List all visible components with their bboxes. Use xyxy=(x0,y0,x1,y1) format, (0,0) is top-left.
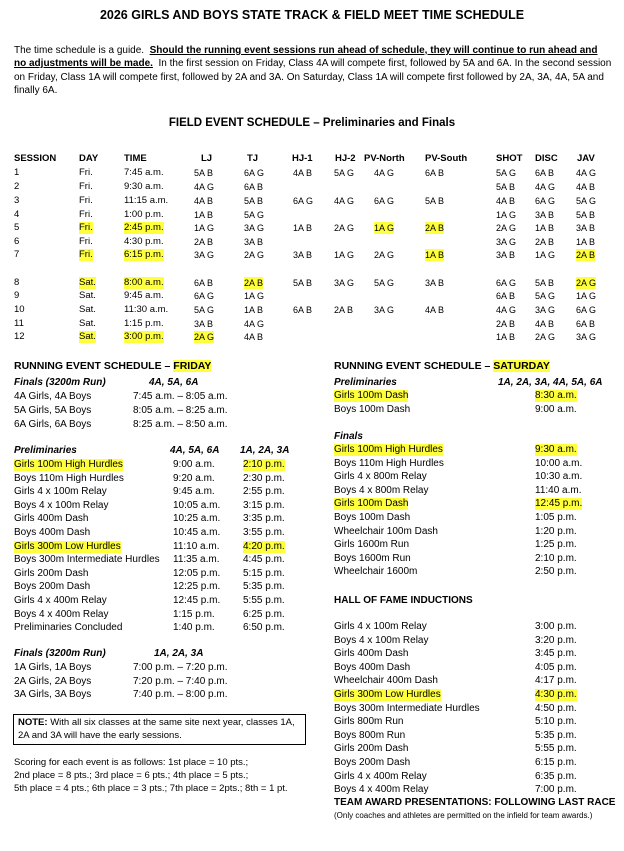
field-cell-session: 10 xyxy=(14,304,25,315)
saturday-finals-time: 1:05 p.m. xyxy=(535,512,577,523)
friday-prelim-time-4a-6a: 1:15 p.m. xyxy=(173,608,215,620)
field-cell-session: 3 xyxy=(14,195,20,206)
field-cell-tj: 1A G xyxy=(244,291,265,301)
saturday-finals2-time: 4:30 p.m. xyxy=(535,689,577,700)
field-cell-time: 11:15 a.m. xyxy=(124,195,169,206)
field-cell-hj1: 4A B xyxy=(293,168,313,178)
field-cell-day: Fri. xyxy=(79,195,93,206)
friday-prelim-event: Girls 4 x 400m Relay xyxy=(14,595,107,606)
friday-prelim-event: Girls 400m Dash xyxy=(14,513,89,525)
saturday-prelim-time: 9:00 a.m. xyxy=(535,403,577,415)
field-cell-lj: 6A G xyxy=(194,291,215,301)
field-cell-lj: 1A B xyxy=(194,210,214,220)
friday-finals-classes: 4A, 5A, 6A xyxy=(149,377,199,388)
saturday-finals-time: 10:00 a.m. xyxy=(535,457,583,469)
field-cell-tj: 5A B xyxy=(244,196,264,206)
saturday-finals2-time: 3:20 p.m. xyxy=(535,634,577,646)
field-cell-pv-north: 5A G xyxy=(374,278,395,288)
saturday-finals-time: 10:30 a.m. xyxy=(535,471,583,483)
field-cell-session: 2 xyxy=(14,181,20,192)
field-cell-lj: 6A B xyxy=(194,278,214,288)
friday-finals-event: 6A Girls, 6A Boys xyxy=(14,419,92,430)
field-cell-tj: 6A B xyxy=(244,182,264,192)
field-cell-disc: 6A B xyxy=(535,168,555,178)
saturday-prelim-label: Preliminaries xyxy=(334,377,397,388)
field-cell-tj: 2A G xyxy=(244,250,265,260)
field-cell-jav: 5A G xyxy=(576,196,597,206)
field-cell-tj: 4A B xyxy=(244,332,264,342)
field-cell-session: 8 xyxy=(14,277,20,288)
friday-prelim-time-1a-3a: 5:35 p.m. xyxy=(243,581,285,593)
saturday-finals2-event: Girls 800m Run xyxy=(334,716,404,728)
field-cell-hj2: 3A G xyxy=(334,278,355,288)
friday-prelim-time-1a-3a: 4:45 p.m. xyxy=(243,554,285,566)
field-cell-day: Sat. xyxy=(79,331,96,342)
field-cell-hj1: 1A B xyxy=(293,223,313,233)
field-cell-pv-south: 4A B xyxy=(425,305,445,315)
saturday-finals2-time: 7:00 p.m. xyxy=(535,784,577,796)
saturday-finals2-event: Girls 200m Dash xyxy=(334,743,409,755)
field-cell-session: 4 xyxy=(14,209,20,220)
friday-prelim-col2: 1A, 2A, 3A xyxy=(240,445,290,456)
saturday-finals2-time: 4:50 p.m. xyxy=(535,702,577,714)
field-col-header-time: TIME xyxy=(124,153,147,164)
team-award-heading: TEAM AWARD PRESENTATIONS: FOLLOWING LAST RACE xyxy=(334,797,616,808)
saturday-finals2-event: Girls 300m Low Hurdles xyxy=(334,689,441,700)
saturday-finals-time: 2:10 p.m. xyxy=(535,552,577,564)
friday-prelim-time-1a-3a: 5:55 p.m. xyxy=(243,595,285,606)
friday-prelim-time-1a-3a: 6:25 p.m. xyxy=(243,608,285,620)
field-cell-jav: 4A B xyxy=(576,182,596,192)
scoring-line-2: 2nd place = 8 pts.; 3rd place = 6 pts.; 4th place = 5 pts.; xyxy=(14,769,249,781)
friday-prelim-event: Boys 300m Intermediate Hurdles xyxy=(14,554,160,566)
field-cell-day: Fri. xyxy=(79,236,93,247)
scoring-info xyxy=(14,757,314,795)
saturday-finals-event: Wheelchair 1600m xyxy=(334,566,418,578)
saturday-finals2-time: 5:10 p.m. xyxy=(535,716,577,728)
friday-prelim-time-4a-6a: 11:35 a.m. xyxy=(173,554,220,566)
field-cell-pv-south: 1A B xyxy=(425,250,445,260)
field-cell-pv-south: 2A B xyxy=(425,223,445,233)
field-cell-disc: 3A G xyxy=(535,305,556,315)
field-cell-jav: 4A G xyxy=(576,168,597,178)
field-cell-tj: 5A G xyxy=(244,210,265,220)
saturday-title-day: SATURDAY xyxy=(493,360,550,372)
friday-prelim-event: Girls 4 x 100m Relay xyxy=(14,486,107,498)
field-cell-time: 9:30 a.m. xyxy=(124,181,164,192)
field-cell-time: 3:00 p.m. xyxy=(124,331,164,342)
field-cell-day: Sat. xyxy=(79,318,96,329)
field-cell-jav: 6A G xyxy=(576,305,597,315)
note-text: With all six classes at the same site next year, classes 1A, 2A and 3A will have the early sessions. xyxy=(18,717,295,741)
field-cell-jav: 3A B xyxy=(576,223,596,233)
saturday-finals2-event: Boys 400m Dash xyxy=(334,661,411,673)
field-col-header-jav: JAV xyxy=(577,153,595,164)
saturday-finals-time: 12:45 p.m. xyxy=(535,498,583,510)
friday-prelim-time-1a-3a: 2:10 p.m. xyxy=(243,459,285,470)
field-cell-disc: 2A B xyxy=(535,237,555,247)
field-cell-session: 1 xyxy=(14,167,20,178)
field-cell-session: 5 xyxy=(14,222,20,233)
friday-prelim-time-4a-6a: 12:25 p.m. xyxy=(173,581,221,593)
field-col-header-lj: LJ xyxy=(201,153,213,164)
field-cell-shot: 6A B xyxy=(496,291,516,301)
field-cell-hj2: 2A G xyxy=(334,223,355,233)
saturday-title-prefix: RUNNING EVENT SCHEDULE – xyxy=(334,360,494,372)
field-cell-lj: 4A G xyxy=(194,182,215,192)
friday-prelim-event: Girls 300m Low Hurdles xyxy=(14,540,121,552)
field-cell-tj: 3A G xyxy=(244,223,265,233)
field-cell-lj: 3A B xyxy=(194,319,214,329)
field-cell-jav: 2A G xyxy=(576,278,597,288)
field-cell-lj: 1A G xyxy=(194,223,215,233)
friday-prelim-label: Preliminaries xyxy=(14,445,77,456)
saturday-finals2-time: 6:35 p.m. xyxy=(535,770,577,782)
field-cell-day: Fri. xyxy=(79,249,93,260)
field-cell-hj1: 3A B xyxy=(293,250,313,260)
field-cell-jav: 2A B xyxy=(576,250,596,260)
field-schedule-title: FIELD EVENT SCHEDULE – Preliminaries and Finals xyxy=(168,117,456,129)
field-cell-jav: 6A B xyxy=(576,319,596,329)
field-cell-lj: 2A G xyxy=(194,332,215,342)
field-cell-tj: 3A B xyxy=(244,237,264,247)
field-cell-time: 6:15 p.m. xyxy=(124,249,164,260)
friday-prelim-event: Boys 110m High Hurdles xyxy=(14,472,124,484)
saturday-finals-event: Boys 1600m Run xyxy=(334,552,411,564)
field-cell-lj: 2A B xyxy=(194,237,214,247)
field-col-header-tj: TJ xyxy=(247,153,259,164)
field-cell-time: 11:30 a.m. xyxy=(124,304,169,315)
field-cell-hj2: 4A G xyxy=(334,196,355,206)
field-cell-shot: 1A B xyxy=(496,332,516,342)
field-cell-shot: 4A G xyxy=(496,305,517,315)
friday-prelim-time-4a-6a: 12:05 p.m. xyxy=(173,567,221,579)
friday-finals-label: Finals (3200m Run) xyxy=(14,377,106,388)
friday-prelim-time-1a-3a: 3:15 p.m. xyxy=(243,499,285,511)
saturday-finals-event: Girls 100m High Hurdles xyxy=(334,444,443,455)
saturday-finals-time: 1:20 p.m. xyxy=(535,525,577,537)
friday-prelim-event: Girls 200m Dash xyxy=(14,567,89,579)
friday-prelim-time-1a-3a: 2:55 p.m. xyxy=(243,486,285,498)
saturday-finals2-time: 5:35 p.m. xyxy=(535,729,577,741)
field-col-header-pv-south: PV-South xyxy=(425,153,468,164)
friday-finals2-time: 7:40 p.m. – 8:00 p.m. xyxy=(133,689,228,701)
friday-prelim-time-4a-6a: 9:00 a.m. xyxy=(173,459,215,470)
field-cell-time: 9:45 a.m. xyxy=(124,290,164,301)
saturday-finals2-time: 5:55 p.m. xyxy=(535,743,577,755)
friday-title-prefix: RUNNING EVENT SCHEDULE – xyxy=(14,360,174,372)
field-cell-disc: 1A G xyxy=(535,250,556,260)
field-cell-pv-south: 3A B xyxy=(425,278,445,288)
friday-prelim-event: Preliminaries Concluded xyxy=(14,622,123,634)
field-cell-disc: 4A B xyxy=(535,319,555,329)
saturday-finals2-event: Boys 300m Intermediate Hurdles xyxy=(334,702,480,714)
note-box xyxy=(13,714,306,745)
field-cell-day: Sat. xyxy=(79,290,96,301)
field-cell-hj2: 1A G xyxy=(334,250,355,260)
friday-finals2-time: 7:20 p.m. – 7:40 p.m. xyxy=(133,675,228,687)
field-cell-shot: 5A B xyxy=(496,182,516,192)
saturday-finals-event: Boys 110m High Hurdles xyxy=(334,457,444,469)
field-col-header-session: SESSION xyxy=(14,153,57,164)
field-cell-session: 6 xyxy=(14,236,20,247)
friday-prelim-time-4a-6a: 11:10 a.m. xyxy=(173,540,220,552)
field-cell-jav: 3A G xyxy=(576,332,597,342)
field-cell-hj2: 2A B xyxy=(334,305,354,315)
field-cell-disc: 3A B xyxy=(535,210,555,220)
saturday-section-title xyxy=(334,360,550,372)
field-col-header-hj2: HJ-2 xyxy=(335,153,356,164)
field-cell-hj1: 6A B xyxy=(293,305,313,315)
saturday-finals2-time: 6:15 p.m. xyxy=(535,757,577,768)
field-cell-time: 1:00 p.m. xyxy=(124,209,164,220)
field-cell-jav: 1A G xyxy=(576,291,597,301)
friday-prelim-time-1a-3a: 6:50 p.m. xyxy=(243,622,285,634)
field-col-header-pv-north: PV-North xyxy=(364,153,405,164)
field-cell-shot: 2A G xyxy=(496,223,517,233)
saturday-finals2-time: 3:45 p.m. xyxy=(535,648,577,660)
intro-paragraph xyxy=(14,44,612,97)
saturday-finals-event: Girls 1600m Run xyxy=(334,539,410,551)
field-cell-session: 11 xyxy=(14,318,24,329)
friday-finals-time: 7:45 a.m. – 8:05 a.m. xyxy=(133,391,228,402)
saturday-prelim-event: Boys 100m Dash xyxy=(334,403,411,415)
field-cell-disc: 6A G xyxy=(535,196,556,206)
friday-finals2-time: 7:00 p.m. – 7:20 p.m. xyxy=(133,662,228,673)
field-cell-time: 4:30 p.m. xyxy=(124,236,164,247)
field-cell-day: Sat. xyxy=(79,304,96,315)
field-cell-time: 1:15 p.m. xyxy=(124,318,164,329)
field-cell-pv-north: 4A G xyxy=(374,168,395,178)
saturday-finals2-event: Boys 800m Run xyxy=(334,729,406,741)
intro-order-text: In the first session on Friday, Class 4A will compete first, followed by 5A and 6A. In the second session on Friday, Class 1A will compete first, followed by 2A and 3A. On Saturday, Class 1A will compete first followed by 2A, 3A, 4A, 5A and finally 6A. xyxy=(14,58,612,96)
intro-adjustment-text: Should the running event sessions run ahead of schedule, they will continue to run ahead and no adjustments will be made. xyxy=(14,45,598,70)
friday-prelim-time-1a-3a: 2:30 p.m. xyxy=(243,472,285,484)
field-cell-hj2: 5A G xyxy=(334,168,355,178)
field-cell-time: 2:45 p.m. xyxy=(124,222,164,233)
saturday-prelim-time: 8:30 a.m. xyxy=(535,390,577,401)
field-cell-shot: 2A B xyxy=(496,319,516,329)
field-cell-day: Sat. xyxy=(79,277,96,288)
friday-prelim-event: Boys 400m Dash xyxy=(14,527,91,538)
friday-prelim-time-1a-3a: 5:15 p.m. xyxy=(243,567,285,579)
field-cell-jav: 5A B xyxy=(576,210,596,220)
field-cell-shot: 1A G xyxy=(496,210,517,220)
field-cell-shot: 5A G xyxy=(496,168,517,178)
field-cell-shot: 3A B xyxy=(496,250,516,260)
field-cell-jav: 1A B xyxy=(576,237,596,247)
saturday-finals-time: 9:30 a.m. xyxy=(535,444,577,455)
field-cell-pv-north: 3A G xyxy=(374,305,395,315)
saturday-finals2-event: Boys 4 x 100m Relay xyxy=(334,634,429,646)
field-cell-disc: 4A G xyxy=(535,182,556,192)
field-cell-time: 8:00 a.m. xyxy=(124,277,164,288)
saturday-finals2-time: 4:17 p.m. xyxy=(535,675,577,687)
saturday-finals2-event: Wheelchair 400m Dash xyxy=(334,675,438,687)
friday-prelim-col1: 4A, 5A, 6A xyxy=(170,445,220,456)
field-cell-pv-north: 2A G xyxy=(374,250,395,260)
field-cell-day: Fri. xyxy=(79,167,93,178)
field-cell-pv-south: 5A B xyxy=(425,196,445,206)
field-cell-shot: 4A B xyxy=(496,196,516,206)
friday-prelim-event: Girls 100m High Hurdles xyxy=(14,459,123,470)
friday-finals2-event: 1A Girls, 1A Boys xyxy=(14,662,92,673)
field-cell-hj1: 5A B xyxy=(293,278,313,288)
saturday-prelim-event: Girls 100m Dash xyxy=(334,390,409,401)
field-cell-tj: 2A B xyxy=(244,278,264,288)
field-cell-day: Fri. xyxy=(79,222,93,233)
friday-prelim-event: Boys 4 x 400m Relay xyxy=(14,608,109,620)
field-cell-tj: 1A B xyxy=(244,305,264,315)
field-col-header-disc: DISC xyxy=(535,153,558,164)
saturday-finals2-event: Boys 4 x 400m Relay xyxy=(334,784,429,796)
friday-finals-event: 4A Girls, 4A Boys xyxy=(14,391,92,402)
friday-prelim-time-4a-6a: 1:40 p.m. xyxy=(173,622,215,634)
saturday-finals-time: 1:25 p.m. xyxy=(535,539,577,551)
saturday-finals2-event: Girls 4 x 100m Relay xyxy=(334,621,427,632)
field-col-header-day: DAY xyxy=(79,153,99,164)
friday-prelim-time-1a-3a: 4:20 p.m. xyxy=(243,540,285,552)
saturday-finals2-time: 3:00 p.m. xyxy=(535,621,577,632)
friday-prelim-time-4a-6a: 10:05 a.m. xyxy=(173,499,221,511)
field-cell-session: 7 xyxy=(14,249,20,260)
saturday-finals-label: Finals xyxy=(334,431,363,442)
field-cell-lj: 3A G xyxy=(194,250,215,260)
saturday-finals-event: Girls 4 x 800m Relay xyxy=(334,471,427,483)
saturday-finals2-event: Girls 4 x 400m Relay xyxy=(334,770,427,782)
friday-prelim-time-4a-6a: 10:25 a.m. xyxy=(173,513,221,525)
friday-finals-time: 8:25 a.m. – 8:50 a.m. xyxy=(133,419,228,430)
saturday-finals-event: Boys 100m Dash xyxy=(334,512,411,523)
field-cell-session: 12 xyxy=(14,331,25,342)
field-cell-disc: 5A B xyxy=(535,278,555,288)
field-cell-disc: 1A B xyxy=(535,223,555,233)
field-cell-lj: 4A B xyxy=(194,196,214,206)
team-award-note: (Only coaches and athletes are permitted on the infield for team awards.) xyxy=(334,811,593,820)
friday-prelim-time-4a-6a: 9:20 a.m. xyxy=(173,472,215,484)
saturday-finals2-event: Girls 400m Dash xyxy=(334,648,409,660)
field-cell-tj: 6A G xyxy=(244,168,265,178)
field-cell-pv-south: 6A B xyxy=(425,168,445,178)
friday-prelim-event: Boys 200m Dash xyxy=(14,581,91,593)
field-cell-disc: 5A G xyxy=(535,291,556,301)
field-cell-time: 7:45 a.m. xyxy=(124,167,164,178)
friday-prelim-time-4a-6a: 9:45 a.m. xyxy=(173,486,215,498)
field-cell-shot: 6A G xyxy=(496,278,517,288)
scoring-line-1: Scoring for each event is as follows: 1st place = 10 pts.; xyxy=(14,757,249,768)
field-cell-shot: 3A G xyxy=(496,237,517,247)
saturday-finals2-event: Boys 200m Dash xyxy=(334,757,411,768)
intro-guide-text: The time schedule is a guide. xyxy=(14,45,145,56)
friday-prelim-time-1a-3a: 3:35 p.m. xyxy=(243,513,285,525)
saturday-finals-time: 2:50 p.m. xyxy=(535,566,577,578)
saturday-finals-event: Girls 100m Dash xyxy=(334,498,409,510)
saturday-finals2-time: 4:05 p.m. xyxy=(535,661,577,673)
field-cell-lj: 5A B xyxy=(194,168,214,178)
note-label: NOTE: xyxy=(18,717,48,728)
friday-finals2-label: Finals (3200m Run) xyxy=(14,648,106,659)
field-cell-session: 9 xyxy=(14,290,20,301)
friday-finals-time: 8:05 a.m. – 8:25 a.m. xyxy=(133,405,228,416)
scoring-line-3: 5th place = 4 pts.; 6th place = 3 pts.; 7th place = 2pts.; 8th = 1 pt. xyxy=(14,782,288,794)
field-cell-pv-north: 1A G xyxy=(374,223,395,233)
field-col-header-shot: SHOT xyxy=(496,153,523,164)
friday-finals2-event: 2A Girls, 2A Boys xyxy=(14,675,92,687)
friday-finals2-event: 3A Girls, 3A Boys xyxy=(14,689,92,701)
friday-finals-event: 5A Girls, 5A Boys xyxy=(14,405,92,416)
friday-prelim-event: Boys 4 x 100m Relay xyxy=(14,499,109,511)
friday-prelim-time-4a-6a: 10:45 a.m. xyxy=(173,527,221,538)
saturday-finals-event: Wheelchair 100m Dash xyxy=(334,525,438,537)
friday-title-day: FRIDAY xyxy=(173,360,212,372)
field-cell-tj: 4A G xyxy=(244,319,265,329)
friday-prelim-time-1a-3a: 3:55 p.m. xyxy=(243,527,285,538)
field-cell-hj1: 6A G xyxy=(293,196,314,206)
field-col-header-hj1: HJ-1 xyxy=(292,153,313,164)
field-cell-pv-north: 6A G xyxy=(374,196,395,206)
field-cell-disc: 2A G xyxy=(535,332,556,342)
saturday-finals-event: Boys 4 x 800m Relay xyxy=(334,484,429,496)
friday-section-title xyxy=(14,360,211,372)
saturday-classes: 1A, 2A, 3A, 4A, 5A, 6A xyxy=(498,377,603,388)
friday-prelim-time-4a-6a: 12:45 p.m. xyxy=(173,595,221,606)
document-title: 2026 GIRLS AND BOYS STATE TRACK & FIELD MEET TIME SCHEDULE xyxy=(99,8,525,22)
field-cell-day: Fri. xyxy=(79,209,93,220)
saturday-finals-time: 11:40 a.m. xyxy=(535,484,582,496)
friday-finals2-classes: 1A, 2A, 3A xyxy=(154,648,204,659)
field-cell-lj: 5A G xyxy=(194,305,215,315)
hall-of-fame-heading: HALL OF FAME INDUCTIONS xyxy=(334,595,473,606)
field-cell-day: Fri. xyxy=(79,181,93,192)
